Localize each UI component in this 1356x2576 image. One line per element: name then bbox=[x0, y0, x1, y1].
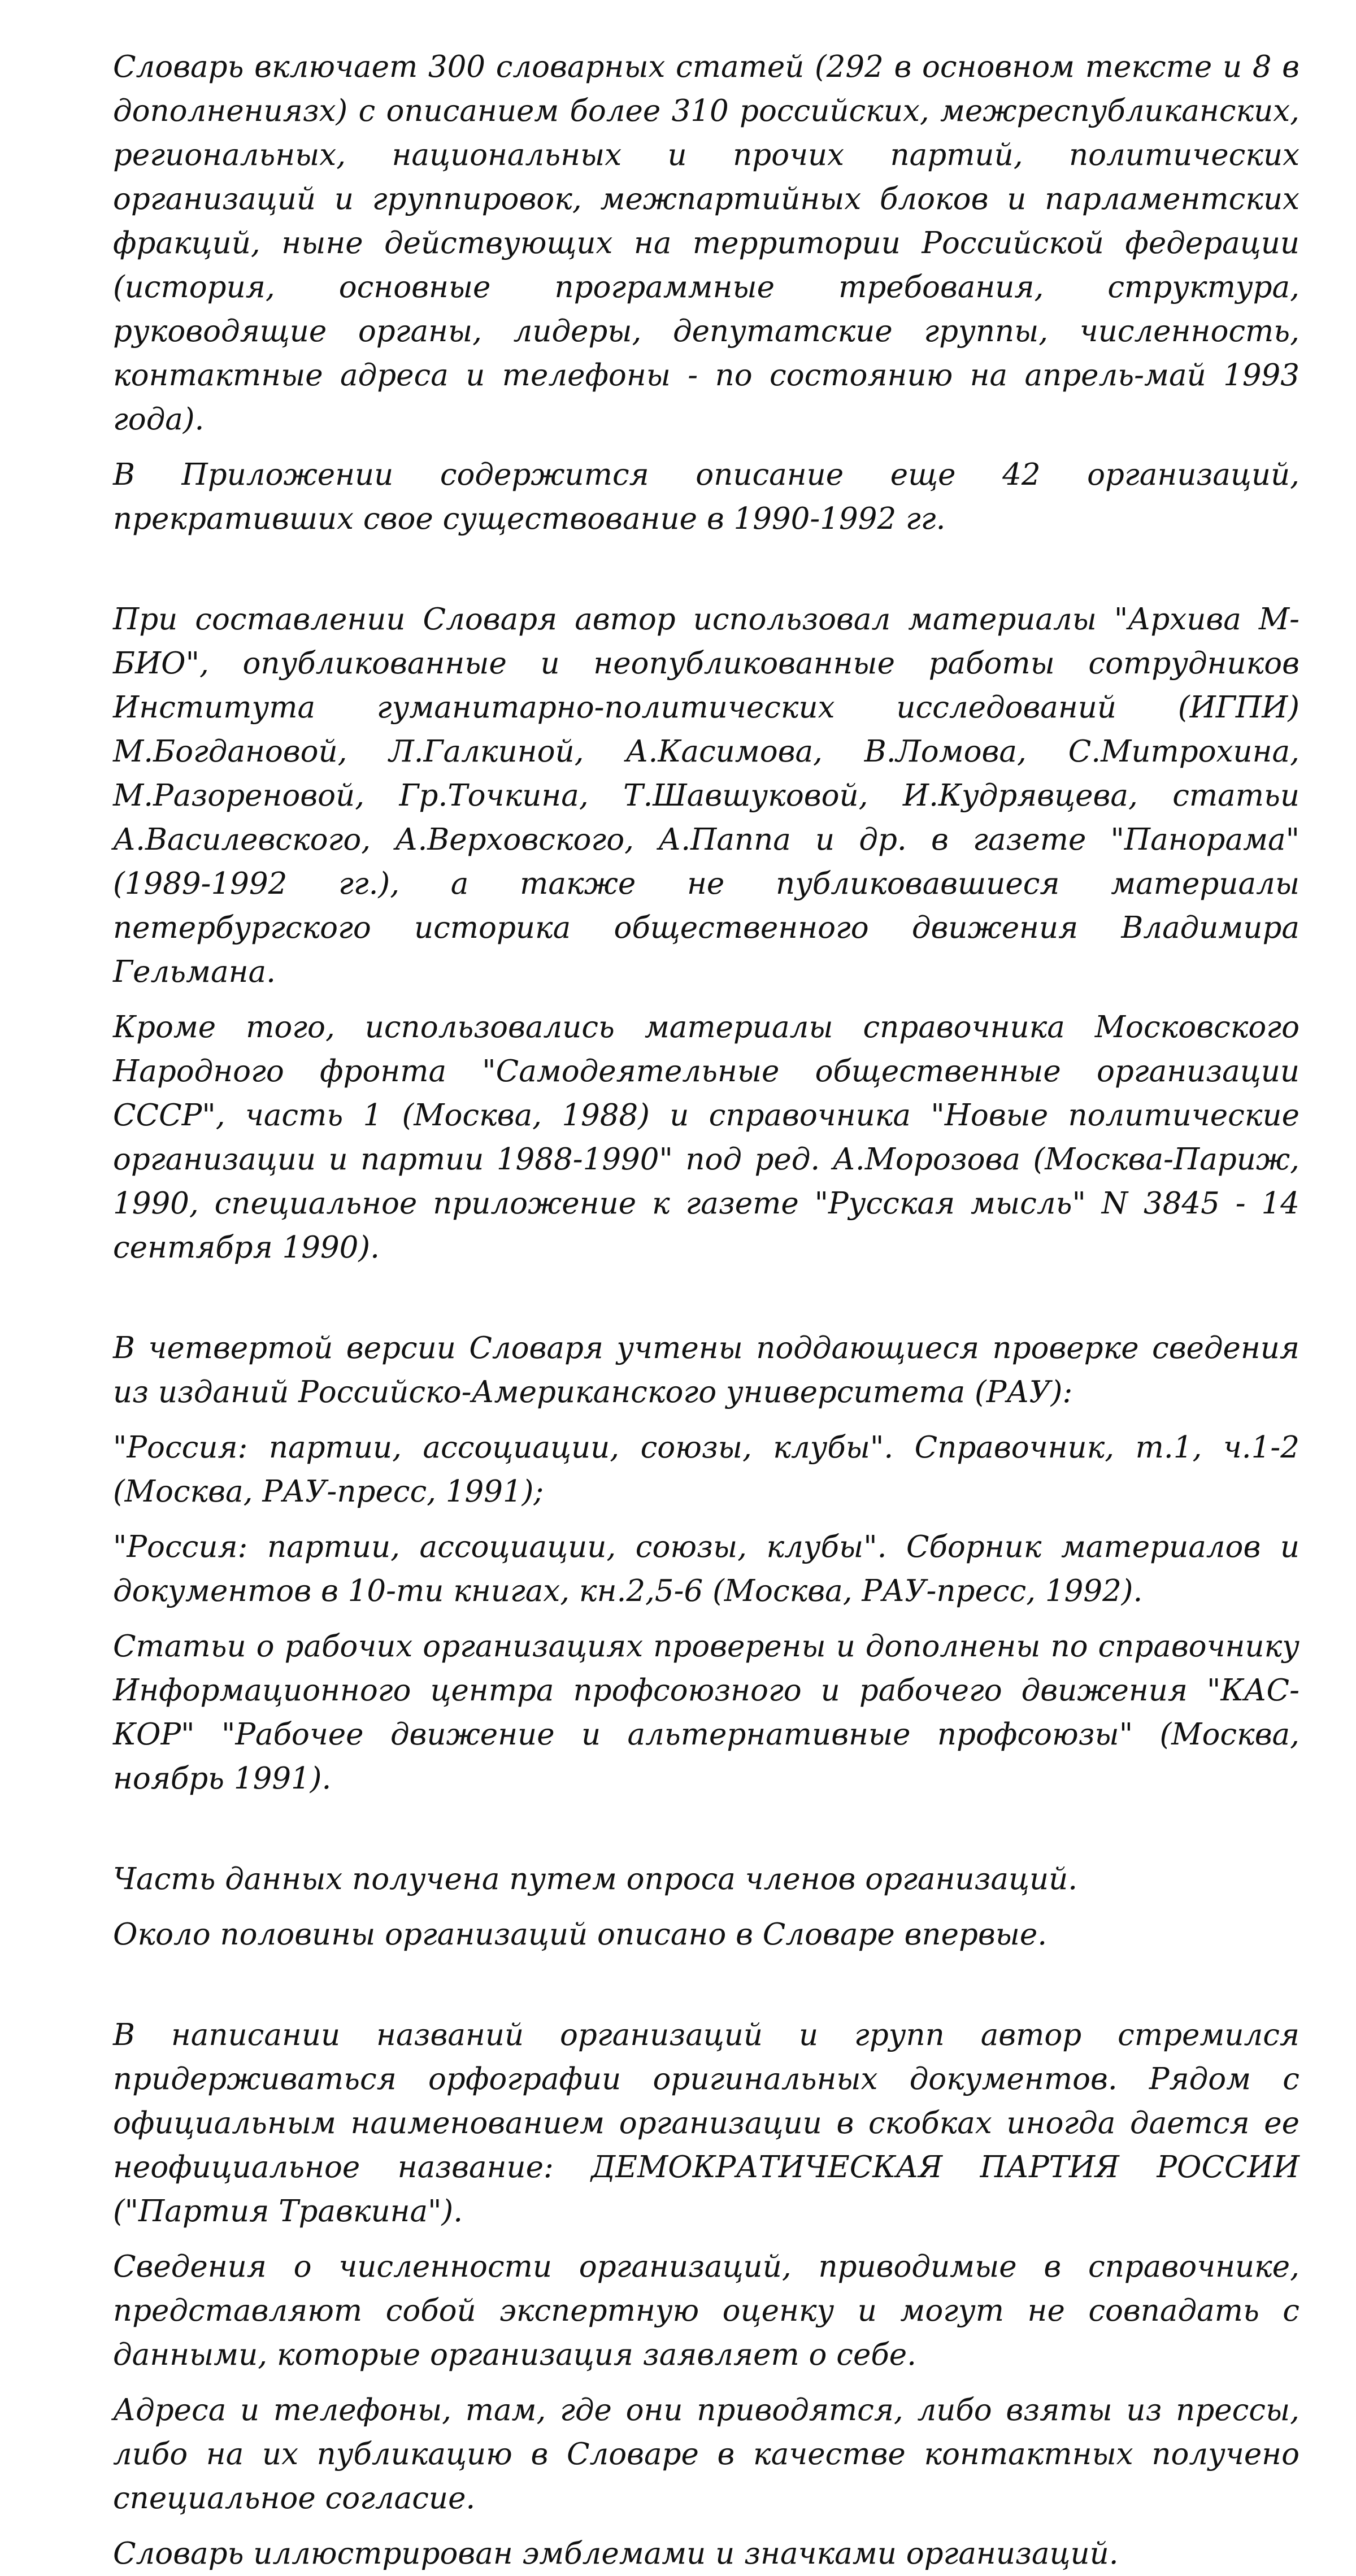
paragraph-handbooks: Кроме того, использовались материалы справочника Московского Народного фронта "Самодеятельные общественные организации СССР", часть 1 (Москва, 1988) и справочника "Новые политические организации и партии 1988-1990" под ред. А.Морозова (Москва-Париж, 1990, специальное приложение к газете "Русская мысль" N 3845 - 14 сентября 1990). bbox=[113, 1010, 1299, 1265]
paragraph-kas-kor: Статьи о рабочих организациях проверены и дополнены по справочнику Информационного центра профсоюзного и рабочего движения "КАС-КОР" "Рабочее движение и альтернативные профсоюзы" (Москва, ноябрь 1991). bbox=[113, 1629, 1299, 1796]
paragraph-emblems: Словарь иллюстрирован эмблемами и значками организаций. bbox=[113, 2536, 1119, 2571]
paragraph-rau-intro: В четвертой версии Словаря учтены поддающиеся проверке сведения из изданий Российско-Американского университета (РАУ): bbox=[113, 1331, 1299, 1409]
paragraph-contacts: Адреса и телефоны, там, где они приводятся, либо взяты из прессы, либо на их публикацию в Словаре в качестве контактных получено специальное согласие. bbox=[113, 2393, 1299, 2516]
paragraph-rau-handbook: "Россия: партии, ассоциации, союзы, клубы". Справочник, т.1, ч.1-2 (Москва, РАУ-пресс, 1991); bbox=[113, 1430, 1299, 1509]
paragraph-membership: Сведения о численности организаций, приводимые в справочнике, представляют собой экспертную оценку и могут не совпадать с данными, которые организация заявляет о себе. bbox=[113, 2249, 1299, 2372]
paragraph-scope: Словарь включает 300 словарных статей (292 в основном тексте и 8 в дополнениязх) с описанием более 310 российских, межреспубликанских, региональных, национальных и прочих партий, политических организаций и группировок, межпартийных блоков и парламентских фракций, ныне действующих на территории Российской федерации (история, основные программные требования, структура, руководящие органы, лидеры, депутатские группы, численность, контактные адреса и телефоны - по состоянию на апрель-май 1993 года). bbox=[113, 50, 1299, 437]
paragraph-appendix: В Приложении содержится описание еще 42 организаций, прекративших свое существование в 1990-1992 гг. bbox=[113, 458, 1299, 536]
paragraph-spelling: В написании названий организаций и групп автор стремился придерживаться орфографии оригинальных документов. Рядом с официальным наименованием организации в скобках иногда дается ее неофициальное название: ДЕМОКРАТИЧЕСКАЯ ПАРТИЯ РОССИИ ("Партия Травкина"). bbox=[113, 2018, 1299, 2229]
paragraph-rau-collection: "Россия: партии, ассоциации, союзы, клубы". Сборник материалов и документов в 10-ти книгах, кн.2,5-6 (Москва, РАУ-пресс, 1992). bbox=[113, 1530, 1299, 1608]
paragraph-survey: Часть данных получена путем опроса членов организаций. bbox=[113, 1862, 1078, 1896]
text-column bbox=[113, 45, 1299, 2576]
paragraph-sources: При составлении Словаря автор использовал материалы "Архива М-БИО", опубликованные и неопубликованные работы сотрудников Института гуманитарно-политических исследований (ИГПИ) М.Богдановой, Л.Галкиной, А.Касимова, В.Ломова, С.Митрохина, М.Разореновой, Гр.Точкина, Т.Шавшуковой, И.Кудрявцева, статьи А.Василевского, А.Верховского, А.Паппа и др. в газете "Панорама" (1989-1992 гг.), а также не публиковавшиеся материалы петербургского историка общественного движения Владимира Гельмана. bbox=[113, 602, 1299, 989]
paragraph-first-described: Около половины организаций описано в Словаре впервые. bbox=[113, 1917, 1048, 1952]
